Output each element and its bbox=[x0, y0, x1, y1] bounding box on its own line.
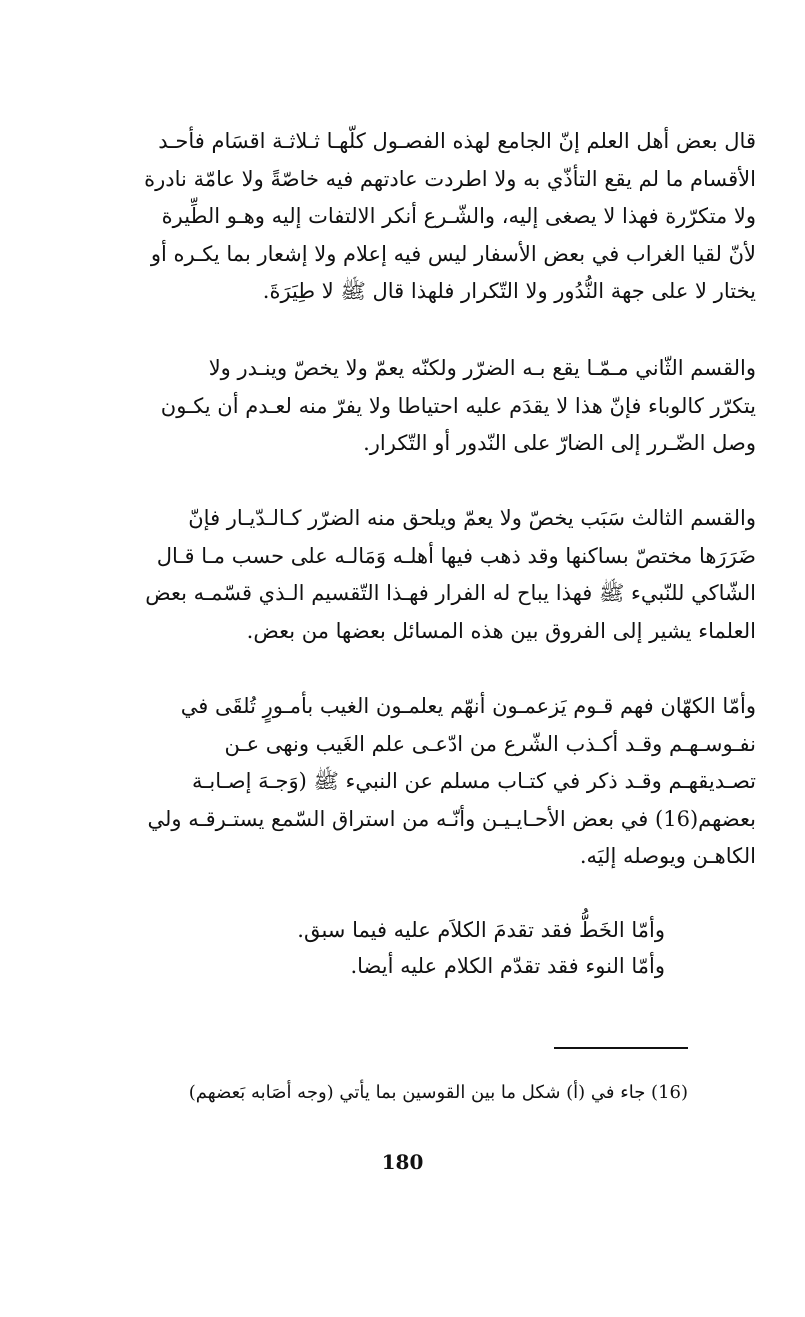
text-line: نفـوسـهـم وقـد أكـذب الشّرع من ادّعـى علم الغَيب ونهى عـن bbox=[224, 731, 756, 756]
text-line: لأنّ لقيا الغراب في بعض الأسفار ليس فيه إعلام ولا إشعار بما يكـره أو bbox=[150, 241, 756, 266]
text-line: والقسم الثالث سَبَب يخصّ ولا يعمّ ويلحق منه الضرّر كـالـدّيـار فإنّ bbox=[188, 506, 756, 530]
text-line: الأقسام ما لم يقع التأذّي به ولا اطردت عادتهم فيه خاصّةً ولا عامّة نادرة bbox=[144, 166, 756, 191]
text-line: بعضهم(16) في بعض الأحـايـيـن وأنّـه من استراق السّمع يستـرقـه ولي bbox=[147, 806, 756, 831]
short-paragraphs bbox=[297, 912, 665, 984]
text-line: ضَرَرَها مختصّ بساكنها وقد ذهب فيها أهلـه وَمَالـه على حسب مـا قـال bbox=[156, 543, 756, 568]
footnote: (16) جاء في (أ) شكل ما بين القوسين بما يأتي (وجه أصَابه بَعضهم) bbox=[188, 1082, 688, 1103]
text-line: وصل الضّـرر إلى الضارّ على النّدور أو التّكرار. bbox=[363, 431, 756, 455]
text-line: يتكرّر كالوباء فإنّ هذا لا يقدَم عليه احتياطا ولا يفرّ منه لعـدم أن يكـون bbox=[160, 393, 756, 418]
text-line: والقسم الثّاني مـمّـا يقع بـه الضرّر ولكنّه يعمّ ولا يخصّ وينـدر ولا bbox=[208, 356, 756, 380]
paragraph-3 bbox=[44, 500, 756, 650]
text-line: الكاهـن ويوصله إليَه. bbox=[579, 844, 756, 868]
text-line: تصـديقهـم وقـد ذكر في كتـاب مسلم عن النبيء ﷺ (وَجـهَ إصـابـة bbox=[191, 769, 756, 793]
paragraph-1 bbox=[44, 123, 756, 311]
paragraph-4 bbox=[44, 688, 756, 876]
text-line: وأمّا الكهّان فهم قـوم يَزعمـون أنهّم يعلمـون الغيب بأمـورٍ تُلقَى في bbox=[180, 694, 756, 718]
text-line: قال بعض أهل العلم إنّ الجامع لهذه الفصـول كلّهـا ثـلاثـة اقسَام فأحـد bbox=[158, 129, 756, 153]
footnote-separator bbox=[554, 1047, 688, 1049]
page-number: 180 bbox=[381, 1150, 424, 1174]
text-line: وأمّا الخَطُّ فقد تقدمَ الكلاَم عليه فيما سبق. bbox=[297, 918, 665, 942]
text-line: ولا متكرّرة فهذا لا يصغى إليه، والشّـرع أنكر الالتفات إليه وهـو الطِّيرة bbox=[161, 204, 756, 228]
text-line: وأمّا النوء فقد تقدّم الكلام عليه أيضا. bbox=[350, 954, 665, 978]
text-line: الشّاكي للنّبيء ﷺ فهذا يباح له الفرار فهـذا التّقسيم الـذي قسّمـه بعض bbox=[145, 581, 756, 605]
text-line: العلماء يشير إلى الفروق بين هذه المسائل بعضها من بعض. bbox=[246, 618, 756, 643]
text-line: يختار لا على جهة النُّدُور ولا التّكرار فلهذا قال ﷺ لا طِيَرَةَ. bbox=[262, 279, 756, 303]
paragraph-2 bbox=[44, 350, 756, 463]
